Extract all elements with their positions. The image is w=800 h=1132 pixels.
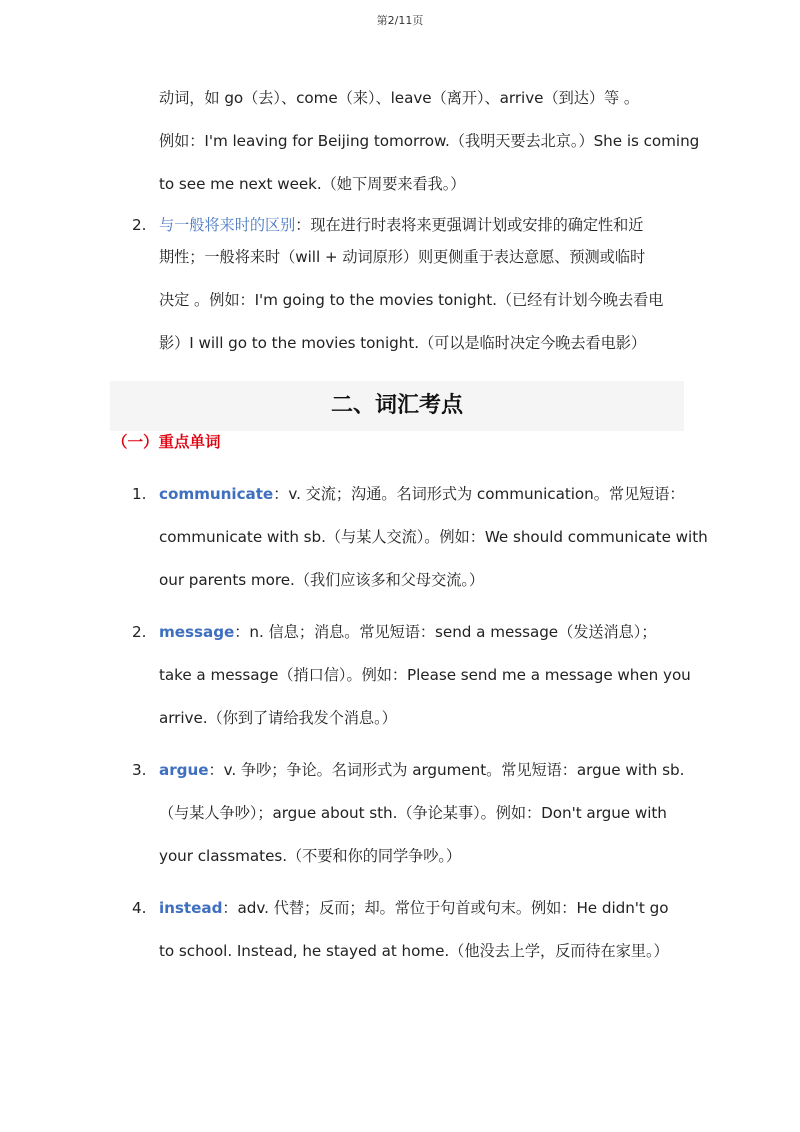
intro-line: to see me next week.（她下周要来看我。）: [159, 175, 466, 193]
list-number: 3.: [132, 761, 147, 779]
intro-line: 例如：I'm leaving for Beijing tomorrow.（我明天要去北京。）She is coming: [159, 132, 700, 150]
word-entry-line: our parents more.（我们应该多和父母交流。）: [159, 571, 485, 589]
list-item-line: 决定 。例如：I'm going to the movies tonight.（已经有计划今晚去看电: [159, 291, 664, 309]
word-entry-line: your classmates.（不要和你的同学争吵。）: [159, 847, 462, 865]
list-item-line: 影）I will go to the movies tonight.（可以是临时决定今晚去看电影）: [159, 334, 647, 352]
term-description: ：现在进行时表将来更强调计划或安排的确定性和近: [295, 216, 644, 234]
word-description: ：n. 信息；消息。常见短语：send a message（发送消息）；: [234, 623, 657, 641]
term-heading: 与一般将来时的区别: [159, 216, 296, 234]
subsection-title: （一）重点单词: [112, 433, 221, 451]
word-description: ：adv. 代替；反而；却。常位于句首或句末。例如：He didn't go: [222, 899, 669, 917]
list-number: 2.: [132, 623, 147, 641]
section-title: 二、词汇考点: [330, 393, 463, 418]
word-entry-line: to school. Instead, he stayed at home.（他没去上学，反而待在家里。）: [159, 942, 669, 960]
word-entry-line: [159, 897, 685, 919]
word-entry-line: take a message（捎口信）。例如：Please send me a message when you: [159, 666, 691, 684]
word-term: communicate: [159, 485, 274, 503]
word-entry-line: communicate with sb.（与某人交流）。例如：We should communicate with: [159, 528, 708, 546]
list-number: 4.: [132, 899, 147, 917]
word-entry-line: [159, 483, 685, 505]
word-entry-line: arrive.（你到了请给我发个消息。）: [159, 709, 397, 727]
intro-line: 动词，如 go（去）、come（来）、leave（离开）、arrive（到达）等 。: [159, 89, 640, 107]
word-term: instead: [159, 899, 223, 917]
word-entry-line: [159, 621, 685, 643]
list-item-line: [159, 214, 685, 236]
word-description: ：v. 争吵；争论。名词形式为 argument。常见短语：argue with sb.: [208, 761, 685, 779]
page-indicator: 第2/11页: [376, 14, 424, 27]
word-term: message: [159, 623, 235, 641]
word-term: argue: [159, 761, 209, 779]
word-description: ：v. 交流；沟通。名词形式为 communication。常见短语：: [273, 485, 685, 503]
list-item-line: 期性；一般将来时（will + 动词原形）则更侧重于表达意愿、预测或临时: [159, 248, 646, 266]
word-entry-line: [159, 759, 685, 781]
word-entry-line: （与某人争吵）；argue about sth.（争论某事）。例如：Don't argue with: [159, 804, 667, 822]
list-number: 1.: [132, 485, 147, 503]
list-number: 2.: [132, 216, 147, 234]
